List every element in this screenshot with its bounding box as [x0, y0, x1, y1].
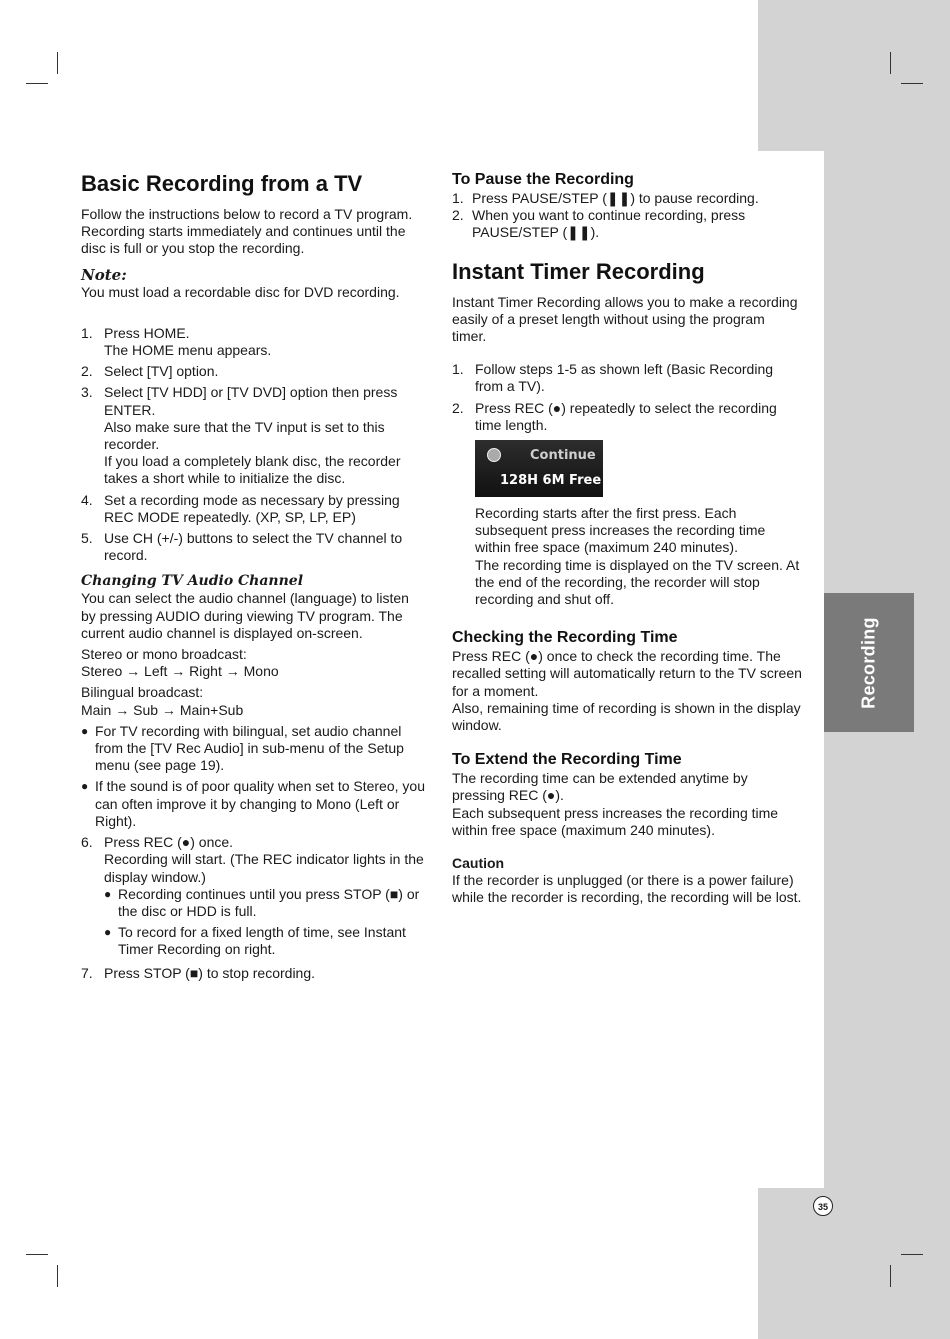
list-item: 2. Press REC (●) repeatedly to select the recording time length. Continue 128H 6M Free Recording starts after the first press. Each subsequent press increases the recording time within free space (maximum 240 minutes). The recording time is displayed on the TV screen. At the end of the recording, the recorder will stop recording and shut off.: [452, 399, 800, 608]
extend-text-2: Each subsequent press increases the recording time within free space (maximum 240 minutes).: [452, 804, 779, 838]
intro-paragraph: Follow the instructions below to record a TV program. Recording starts immediately and continues until the disc is full or you stop the recording.: [81, 206, 413, 257]
right-column: [452, 170, 802, 906]
osd-free-space: 128H 6M Free: [500, 473, 602, 489]
bullet-icon: ●: [81, 723, 89, 738]
audio-intro: You can select the audio channel (language) to listen by pressing AUDIO during viewing TV program. The current audio channel is displayed on-screen.: [81, 590, 409, 641]
list-item: 1. Follow steps 1-5 as shown left (Basic Recording from a TV).: [452, 361, 774, 395]
extend-recording-time-title: To Extend the Recording Time: [452, 751, 682, 769]
list-item: 1. Press PAUSE/STEP (❚❚) to pause recording.: [452, 190, 759, 206]
audio-bullets: [81, 723, 426, 830]
list-item: ● Recording continues until you press STOP (■) or the disc or HDD is full.: [104, 885, 420, 919]
bilingual-sequence: Main → Sub → Main+Sub: [81, 701, 244, 718]
list-item: ● If the sound is of poor quality when set to Stereo, you can often improve it by changing to Mono (Left or Right).: [81, 778, 425, 829]
list-item: 1. Press HOME. The HOME menu appears.: [81, 324, 272, 359]
bullet-icon: ●: [104, 886, 112, 901]
bullet-icon: ●: [104, 925, 112, 940]
basic-steps-list-continued: [81, 834, 426, 982]
list-item: 3. Select [TV HDD] or [TV DVD] option then press ENTER. Also make sure that the TV input is set to this recorder. If you load a completely blank disc, the recorder takes a short while to initialize the disc.: [81, 384, 401, 487]
check-recording-time-title: Checking the Recording Time: [452, 629, 678, 647]
list-item: 2. Select [TV] option.: [81, 363, 219, 380]
note-text: You must load a recordable disc for DVD recording.: [81, 283, 400, 300]
page-number: 35: [813, 1196, 833, 1216]
gray-margin-top: [758, 0, 950, 151]
list-item: 2. When you want to continue recording, press PAUSE/STEP (❚❚).: [452, 207, 746, 241]
note-title: Note:: [81, 265, 127, 284]
clock-icon: [487, 448, 501, 462]
crop-mark: [901, 83, 923, 84]
crop-mark: [890, 1265, 891, 1287]
itr-intro: Instant Timer Recording allows you to make a recording easily of a preset length without using the program timer.: [452, 293, 798, 345]
crop-mark: [26, 1254, 48, 1255]
list-item: 7. Press STOP (■) to stop recording.: [81, 964, 316, 981]
caution-text: If the recorder is unplugged (or there is a power failure) while the recorder is recording, the recording will be lost.: [452, 872, 802, 906]
gray-margin-bottom: [758, 1188, 950, 1339]
crop-mark: [57, 1265, 58, 1287]
bilingual-label: Bilingual broadcast:: [81, 684, 204, 701]
list-item: 4. Set a recording mode as necessary by pressing REC MODE repeatedly. (XP, SP, LP, EP): [81, 491, 400, 525]
caution-title: Caution: [452, 855, 505, 872]
check-text-1: Press REC (●) once to check the recording time. The recalled setting will automatically return to the TV screen for a moment.: [452, 648, 802, 699]
stereo-label: Stereo or mono broadcast:: [81, 646, 247, 663]
check-text-2: Also, remaining time of recording is shown in the display window.: [452, 699, 801, 734]
crop-mark: [57, 52, 58, 74]
extend-text-1: The recording time can be extended anytime by pressing REC (●).: [452, 770, 748, 804]
audio-channel-title: Changing TV Audio Channel: [81, 573, 304, 590]
section-side-tab: [824, 593, 914, 732]
list-item: 5. Use CH (+/-) buttons to select the TV channel to record.: [81, 530, 403, 564]
pause-steps-list: [452, 190, 802, 242]
list-item: 6. Press REC (●) once. Recording will start. (The REC indicator lights in the display window.) ● Recording continues until you press STOP (■) or the disc or HDD is full. ● To record for a fixed length of time, see Instant Timer Recording on right.: [81, 834, 426, 958]
list-item: ● For TV recording with bilingual, set audio channel from the [TV Rec Audio] in sub-menu of the Setup menu (see page 19).: [81, 722, 404, 774]
crop-mark: [901, 1254, 923, 1255]
list-item: ● To record for a fixed length of time, see Instant Timer Recording on right.: [104, 924, 406, 958]
stereo-sequence: Stereo → Left → Right → Mono: [81, 663, 279, 680]
itr-steps-list: [452, 361, 802, 608]
osd-continue-label: Continue: [530, 448, 596, 464]
left-column: [81, 170, 426, 986]
side-tab-label: Recording: [858, 616, 879, 709]
crop-mark: [26, 83, 48, 84]
section-title-instant-timer: Instant Timer Recording: [452, 258, 705, 284]
crop-mark: [890, 52, 891, 74]
osd-display: [475, 440, 603, 497]
step6-bullets: [104, 886, 426, 959]
pause-recording-title: To Pause the Recording: [452, 171, 634, 188]
bullet-icon: ●: [81, 779, 89, 794]
section-title-basic-recording: Basic Recording from a TV: [81, 171, 363, 196]
basic-steps-list: [81, 325, 426, 565]
